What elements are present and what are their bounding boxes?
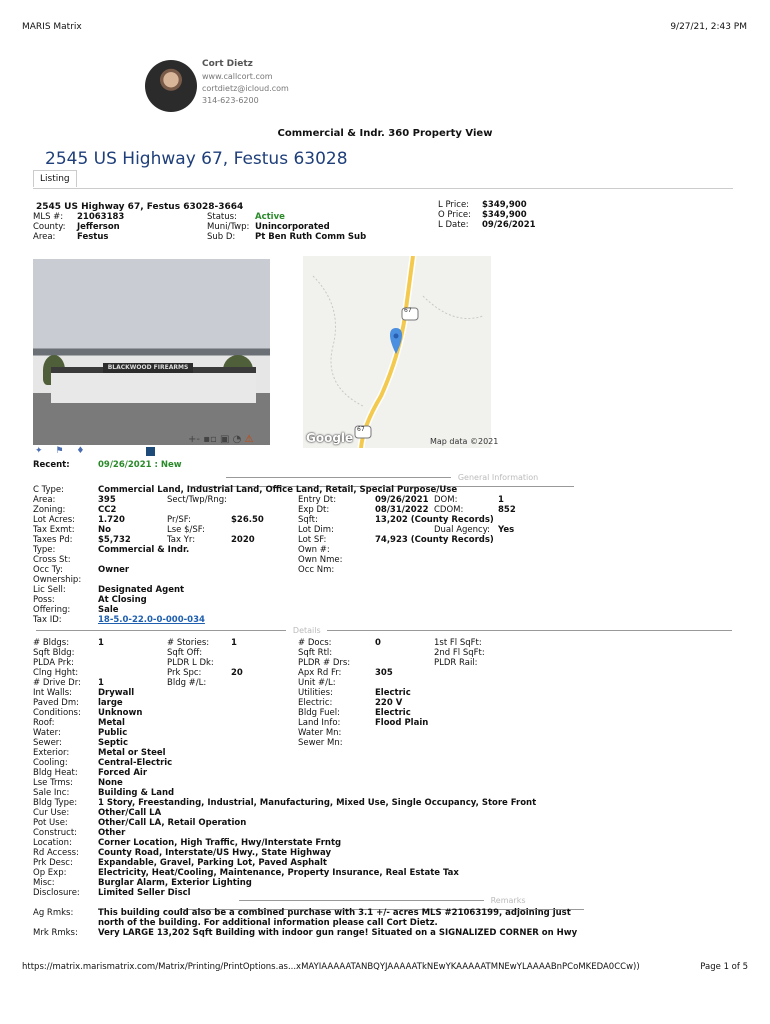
value: County Road, Interstate/US Hwy., State Highway [98,848,332,858]
label: Sect/Twp/Rng: [167,495,228,505]
label: CDOM: [434,505,464,515]
value: Owner [98,565,130,575]
label: Cur Use: [33,808,70,818]
label: Electric: [298,698,333,708]
value: 08/31/2022 [375,505,429,515]
label: Unit #/L: [298,678,336,688]
footer-url: https://matrix.marismatrix.com/Matrix/Printing/PrintOptions.as...xMAYIAAAAATANBQYJAAAAATkNEwYKAAAAATMNEwYLAAAABnPCoMKEDA0CCw)) [22,962,640,972]
label: Land Info: [298,718,341,728]
value: Electric [375,708,411,718]
label: Apx Rd Fr: [298,668,342,678]
label: C Type: [33,485,65,495]
value: Corner Location, High Traffic, Hwy/Interstate Frntg [98,838,342,848]
value: $26.50 [231,515,264,525]
streetview-icon[interactable] [146,447,155,456]
label: Cross St: [33,555,71,565]
value: Other/Call LA, Retail Operation [98,818,247,828]
value: Central-Electric [98,758,173,768]
share-icon[interactable]: ✦ [35,446,43,456]
label: Lse Trms: [33,778,73,788]
label: Sewer Mn: [298,738,343,748]
label: Mrk Rmks: [33,928,78,938]
label: Water: [33,728,61,738]
value: 1 [98,638,104,648]
label: Bldg #/L: [167,678,207,688]
value: 220 V [375,698,403,708]
subd-value: Pt Ben Ruth Comm Sub [255,232,367,242]
label: PLDA Prk: [33,658,75,668]
value: 1.720 [98,515,125,525]
label: Conditions: [33,708,81,718]
label: Prk Spc: [167,668,202,678]
label: # Bldgs: [33,638,70,648]
footer-page: Page 1 of 5 [700,962,748,972]
area-value: Festus [77,232,109,242]
value: 395 [98,495,116,505]
lprice-label: L Price: [438,200,470,210]
google-logo: Google [306,431,354,445]
recent-value: 09/26/2021 : New [98,460,182,470]
value: 74,923 (County Records) [375,535,494,545]
label: Lse $/SF: [167,525,205,535]
label: Int Walls: [33,688,73,698]
label: Tax ID: [33,615,62,625]
section-details-title: Details [292,626,321,635]
value: large [98,698,123,708]
value: 0 [375,638,381,648]
value: $5,732 [98,535,131,545]
gallery-icon[interactable]: ▣ [219,434,230,445]
label: Prk Desc: [33,858,73,868]
label: Tax Yr: [167,535,196,545]
label: Tax Exmt: [33,525,75,535]
label: Dual Agency: [434,525,490,535]
label: # Docs: [298,638,332,648]
label: Sale Inc: [33,788,70,798]
label: PLDR # Drs: [298,658,351,668]
photo-toolbar [188,434,253,445]
tab-divider [33,188,733,189]
ldate-value: 09/26/2021 [482,220,536,230]
oprice-value: $349,900 [482,210,527,220]
label: PLDR Rail: [434,658,478,668]
label: Sqft Bldg: [33,648,75,658]
value: Flood Plain [375,718,429,728]
label: Own #: [298,545,330,555]
label: Occ Ty: [33,565,63,575]
value: 1 [98,678,104,688]
agent-name: Cort Dietz [202,59,253,69]
mls-value: 21063183 [77,212,125,222]
map-route-label: 67 [357,426,365,433]
value: 1 Story, Freestanding, Industrial, Manufacturing, Mixed Use, Single Occupancy, Store Front [98,798,537,808]
label: Sqft Off: [167,648,203,658]
value: 305 [375,668,393,678]
value: At Closing [98,595,147,605]
value: None [98,778,123,788]
warning-icon[interactable]: ⚠ [244,434,254,445]
label: Exp Dt: [298,505,330,515]
label: Ownership: [33,575,82,585]
section-details-divider [33,626,733,644]
label: Taxes Pd: [33,535,73,545]
label: Occ Nm: [298,565,335,575]
label: Construct: [33,828,78,838]
value: 1 [231,638,237,648]
recent-label: Recent: [33,460,70,470]
property-map[interactable] [303,256,491,448]
label: 2nd Fl SqFt: [434,648,485,658]
label: Op Exp: [33,868,67,878]
value: Expandable, Gravel, Parking Lot, Paved Asphalt [98,858,327,868]
value: Designated Agent [98,585,185,595]
agent-remarks-line1: This building could also be a combined purchase with 3.1 +/- acres MLS #21063199, adjoining just [98,908,571,918]
agent-phone: 314-623-6200 [202,96,259,105]
label: Disclosure: [33,888,80,898]
value: 1 [498,495,504,505]
mls-label: MLS #: [33,212,64,222]
property-photo[interactable] [33,259,270,445]
status-badge: Active [255,212,285,222]
county-label: County: [33,222,66,232]
label: Bldg Heat: [33,768,78,778]
county-value: Jefferson [77,222,120,232]
header-datetime: 9/27/21, 2:43 PM [670,22,747,32]
label: Water Mn: [298,728,342,738]
label: Misc: [33,878,55,888]
value: Other [98,828,126,838]
agent-remarks-line2: north of the building. For additional information please call Cort Dietz. [98,918,438,928]
marketing-remarks: Very LARGE 13,202 Sqft Building with indoor gun range! Situated on a SIGNALIZED CORNER on Hwy [98,928,578,938]
label: Own Nme: [298,555,343,565]
value: Commercial & Indr. [98,545,190,555]
label: Pot Use: [33,818,68,828]
label: Lot SF: [298,535,327,545]
value: Burglar Alarm, Exterior Lighting [98,878,252,888]
value: Electric [375,688,411,698]
label: Lot Dim: [298,525,334,535]
label: Rd Access: [33,848,79,858]
subd-label: Sub D: [207,232,236,242]
value: Septic [98,738,128,748]
value: 09/26/2021 [375,495,429,505]
label: Zoning: [33,505,66,515]
value: 20 [231,668,243,678]
label: Sqft: [298,515,318,525]
value: Limited Seller Discl [98,888,191,898]
ldate-label: L Date: [438,220,469,230]
label: Bldg Type: [33,798,78,808]
label: DOM: [434,495,458,505]
lprice-value: $349,900 [482,200,527,210]
property-address-title: 2545 US Highway 67, Festus 63028 [45,149,348,169]
label: # Drive Dr: [33,678,81,688]
view-title: Commercial & Indr. 360 Property View [277,128,493,139]
header-app: MARIS Matrix [22,22,82,32]
zoom-controls-icon[interactable]: +- [188,434,200,445]
status-label: Status: [207,212,237,222]
label: Sqft Rtl: [298,648,333,658]
label: Paved Dm: [33,698,79,708]
label: Lic Sell: [33,585,66,595]
map-credit: Map data ©2021 [430,437,499,446]
value: Electricity, Heat/Cooling, Maintenance, Property Insurance, Real Estate Tax [98,868,459,878]
label: Pr/SF: [167,515,191,525]
value: 2020 [231,535,255,545]
muni-label: Muni/Twp: [207,222,250,232]
value: Forced Air [98,768,148,778]
label: Exterior: [33,748,70,758]
value: Drywall [98,688,135,698]
flag-icon[interactable]: ⚑ [55,446,64,456]
value: Commercial Land, Industrial Land, Office Land, Retail, Special Purpose/Use [98,485,458,495]
label: 1st Fl SqFt: [434,638,482,648]
label: Lot Acres: [33,515,75,525]
agent-email: cortdietz@icloud.com [202,84,289,93]
value: 852 [498,505,516,515]
section-remarks-title: Remarks [490,896,526,905]
label: PLDR L Dk: [167,658,214,668]
share-icons [35,446,84,456]
rotate-icon[interactable]: ◔ [232,434,242,445]
value: Public [98,728,128,738]
label: Poss: [33,595,55,605]
value: Building & Land [98,788,175,798]
muni-value: Unincorporated [255,222,330,232]
label: Roof: [33,718,55,728]
label: Type: [33,545,56,555]
area-label: Area: [33,232,56,242]
label: Location: [33,838,72,848]
value: No [98,525,111,535]
section-general-title: General Information [457,473,539,482]
value: Metal or Steel [98,748,166,758]
value: 13,202 (County Records) [375,515,494,525]
label: Ag Rmks: [33,908,74,918]
value: Metal [98,718,125,728]
building-sign: BLACKWOOD FIREARMS [103,363,193,373]
value: Sale [98,605,119,615]
agent-photo [145,60,197,112]
map-drawing [303,256,491,448]
summary-address: 2545 US Highway 67, Festus 63028-3664 [36,202,244,212]
value: Other/Call LA [98,808,162,818]
image-icon[interactable]: ▪▫ [203,434,217,445]
agent-website: www.callcort.com [202,72,273,81]
label: Cooling: [33,758,68,768]
label: Utilities: [298,688,333,698]
label: Offering: [33,605,71,615]
label: # Stories: [167,638,210,648]
tax-id-link[interactable]: 18-5.0-22.0-0-000-034 [98,615,205,625]
label: Entry Dt: [298,495,337,505]
label: Sewer: [33,738,63,748]
drop-icon[interactable]: ♦ [76,446,85,456]
label: Bldg Fuel: [298,708,340,718]
map-route-label: 67 [404,307,412,314]
tab-listing[interactable]: Listing [33,170,77,187]
value: Unknown [98,708,143,718]
oprice-label: O Price: [438,210,471,220]
label: Area: [33,495,56,505]
value: CC2 [98,505,117,515]
value: Yes [498,525,515,535]
label: Clng Hght: [33,668,79,678]
